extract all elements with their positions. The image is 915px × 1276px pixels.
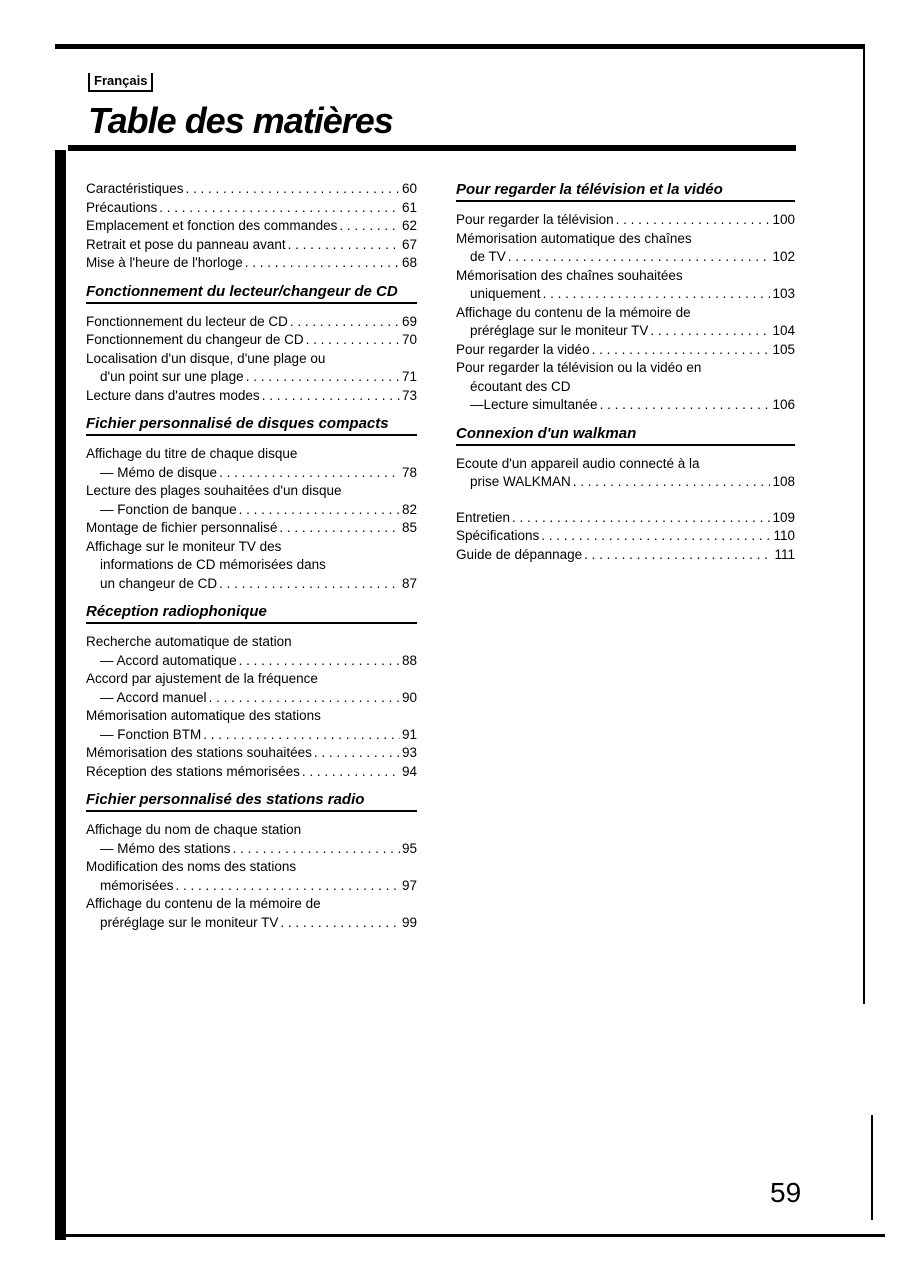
- toc-entry-label: Pour regarder la vidéo: [456, 341, 590, 357]
- toc-entry[interactable]: [86, 895, 417, 932]
- toc-entry-page: 99: [401, 914, 417, 930]
- toc-entry-line: Localisation d'un disque, d'une plage ou: [86, 350, 326, 366]
- leader-dots: [616, 211, 771, 230]
- leader-dots: [508, 248, 771, 267]
- toc-entry-label: — Mémo des stations: [100, 840, 231, 856]
- toc-entry-line: Affichage du contenu de la mémoire de: [86, 896, 321, 911]
- spacer: [456, 492, 795, 509]
- toc-entry-page: 60: [401, 181, 417, 196]
- toc-entry-page: 102: [772, 249, 795, 264]
- toc-entry[interactable]: [456, 267, 795, 304]
- section-heading-tv: Pour regarder la télévision et la vidéo: [456, 180, 795, 202]
- toc-entry-label: de TV: [470, 249, 506, 264]
- leader-dots: [339, 217, 400, 236]
- toc-entry-page: 71: [401, 369, 417, 384]
- toc-entry-page: 78: [401, 464, 417, 480]
- toc-entry-page: 85: [401, 520, 417, 535]
- toc-entry-line: Lecture des plages souhaitées d'un disque: [86, 483, 342, 498]
- leader-dots: [541, 527, 771, 546]
- toc-entry-page: 108: [772, 474, 795, 489]
- toc-entry-line: Mémorisation automatique des stations: [86, 708, 321, 723]
- toc-entry[interactable]: [456, 455, 795, 492]
- toc-entry-label: Entretien: [456, 509, 511, 525]
- toc-entry-page: 97: [401, 877, 417, 893]
- leader-dots: [219, 464, 400, 483]
- bottom-rule: [55, 1234, 885, 1237]
- toc-entry-line: écoutant des CD: [470, 378, 571, 394]
- leader-dots: [288, 236, 400, 255]
- toc-entry-label: Pour regarder la télévision: [456, 212, 614, 227]
- toc-entry-label: préréglage sur le moniteur TV: [470, 323, 649, 338]
- toc-entry-line: informations de CD mémorisées dans: [100, 557, 326, 572]
- leader-dots: [592, 341, 771, 360]
- toc-entry-page: 105: [772, 341, 795, 357]
- toc-entry[interactable]: [456, 211, 795, 230]
- toc-entry-page: 100: [772, 212, 795, 227]
- toc-left-column: [86, 180, 417, 932]
- toc-entry-page: 87: [401, 575, 417, 591]
- toc-entry-label: Montage de fichier personnalisé: [86, 520, 278, 535]
- toc-entry-line: Affichage du titre de chaque disque: [86, 446, 298, 461]
- toc-entry[interactable]: [86, 331, 417, 350]
- toc-entry-page: 88: [401, 652, 417, 668]
- toc-entry-label: prise WALKMAN: [470, 474, 571, 489]
- leader-dots: [186, 180, 400, 199]
- leader-dots: [239, 501, 400, 520]
- leader-dots: [584, 546, 772, 565]
- toc-entry[interactable]: [86, 744, 417, 763]
- toc-entry-label: Mise à l'heure de l'horloge: [86, 255, 243, 270]
- leader-dots: [262, 387, 400, 406]
- toc-entry-page: 61: [401, 199, 417, 215]
- toc-entry-label: Spécifications: [456, 528, 540, 543]
- toc-entry-line: Affichage du contenu de la mémoire de: [456, 304, 691, 320]
- toc-entry[interactable]: [456, 546, 795, 565]
- top-rule: [55, 44, 865, 49]
- leader-dots: [302, 763, 400, 782]
- toc-entry[interactable]: [86, 350, 417, 387]
- toc-entry-page: 82: [401, 501, 417, 517]
- toc-entry-label: Caractéristiques: [86, 181, 184, 196]
- page-number: 59: [770, 1177, 802, 1208]
- leader-dots: [239, 652, 400, 671]
- toc-entry-label: mémorisées: [100, 877, 174, 893]
- toc-entry-page: 106: [772, 397, 795, 412]
- toc-entry-line: Pour regarder la télévision ou la vidéo en: [456, 360, 702, 375]
- toc-entry[interactable]: [86, 199, 417, 218]
- leader-dots: [246, 368, 400, 387]
- toc-entry[interactable]: [456, 230, 795, 267]
- toc-entry-line: Mémorisation des chaînes souhaitées: [456, 267, 683, 283]
- leader-dots: [203, 726, 400, 745]
- toc-entry[interactable]: [86, 313, 417, 332]
- toc-entry-label: Guide de dépannage: [456, 546, 583, 562]
- leader-dots: [245, 254, 400, 273]
- toc-entry-line: Mémorisation automatique des chaînes: [456, 230, 692, 246]
- toc-entry-page: 95: [401, 840, 417, 856]
- toc-entry-page: 91: [401, 726, 417, 742]
- toc-entry-page: 62: [401, 218, 417, 233]
- toc-entry[interactable]: [86, 858, 417, 895]
- language-tag: Français: [88, 73, 153, 92]
- toc-entry[interactable]: [86, 254, 417, 273]
- toc-entry-page: 94: [401, 763, 417, 779]
- toc-entry[interactable]: [86, 821, 417, 858]
- left-margin-bar: [55, 150, 66, 1240]
- section-heading-cd: Fonctionnement du lecteur/changeur de CD: [86, 282, 417, 304]
- toc-entry[interactable]: [86, 387, 417, 406]
- toc-entry-page: 68: [401, 255, 417, 270]
- toc-entry[interactable]: [86, 538, 417, 594]
- section-heading-walkman: Connexion d'un walkman: [456, 424, 795, 446]
- toc-entry-page: 110: [773, 528, 795, 543]
- toc-right-column: [456, 180, 795, 564]
- toc-entry-label: Précautions: [86, 199, 158, 215]
- toc-entry-label: — Accord automatique: [100, 652, 237, 668]
- leader-dots: [209, 689, 400, 708]
- toc-entry-page: 73: [401, 387, 417, 403]
- leader-dots: [314, 744, 400, 763]
- toc-entry-label: Réception des stations mémorisées: [86, 763, 300, 779]
- toc-entry[interactable]: [456, 304, 795, 341]
- toc-entry-label: Fonctionnement du changeur de CD: [86, 332, 304, 347]
- toc-entry-page: 93: [401, 745, 417, 760]
- toc-entry-label: Mémorisation des stations souhaitées: [86, 745, 312, 760]
- toc-entry-page: 111: [774, 546, 795, 562]
- toc-entry[interactable]: [86, 180, 417, 199]
- toc-entry-label: Fonctionnement du lecteur de CD: [86, 313, 288, 329]
- toc-entry[interactable]: [86, 763, 417, 782]
- toc-entry-line: Accord par ajustement de la fréquence: [86, 671, 318, 686]
- toc-entry[interactable]: [86, 445, 417, 482]
- leader-dots: [650, 322, 770, 341]
- toc-entry[interactable]: [86, 236, 417, 255]
- leader-dots: [219, 575, 400, 594]
- toc-entry-label: — Accord manuel: [100, 689, 207, 705]
- toc-entry-label: — Fonction de banque: [100, 501, 237, 517]
- toc-entry[interactable]: [86, 482, 417, 519]
- page-title: Table des matières: [88, 100, 393, 141]
- toc-entry-line: Modification des noms des stations: [86, 859, 297, 874]
- toc-entry-label: — Mémo de disque: [100, 464, 218, 480]
- toc-entry[interactable]: [456, 359, 795, 415]
- toc-entry-page: 90: [401, 689, 417, 705]
- toc-entry[interactable]: [86, 519, 417, 538]
- toc-entry[interactable]: [86, 707, 417, 744]
- toc-entry-page: 103: [772, 286, 795, 301]
- toc-entry-line: Affichage sur le moniteur TV des: [86, 538, 282, 554]
- toc-entry-page: 70: [401, 332, 417, 347]
- toc-entry-line: Ecoute d'un appareil audio connecté à la: [456, 455, 700, 471]
- toc-entry-label: uniquement: [470, 286, 541, 301]
- leader-dots: [176, 877, 400, 896]
- toc-entry-label: —Lecture simultanée: [470, 397, 598, 412]
- toc-entry[interactable]: [456, 527, 795, 546]
- leader-dots: [159, 199, 400, 218]
- right-frame-line: [863, 44, 865, 1004]
- toc-entry[interactable]: [86, 670, 417, 707]
- leader-dots: [233, 840, 400, 859]
- toc-entry-page: 109: [772, 509, 795, 525]
- leader-dots: [573, 473, 771, 492]
- section-heading-fichier-cd: Fichier personnalisé de disques compacts: [86, 414, 417, 436]
- leader-dots: [290, 313, 400, 332]
- toc-entry-page: 67: [401, 236, 417, 252]
- leader-dots: [543, 285, 771, 304]
- toc-entry-label: Lecture dans d'autres modes: [86, 387, 260, 403]
- leader-dots: [512, 509, 770, 528]
- toc-entry[interactable]: [86, 633, 417, 670]
- section-heading-fichier-radio: Fichier personnalisé des stations radio: [86, 790, 417, 812]
- title-rule: [68, 145, 796, 151]
- toc-entry-label: Retrait et pose du panneau avant: [86, 236, 286, 252]
- toc-entry-line: Affichage du nom de chaque station: [86, 822, 302, 837]
- toc-entry-label: — Fonction BTM: [100, 726, 202, 742]
- leader-dots: [306, 331, 400, 350]
- toc-entry-label: Emplacement et fonction des commandes: [86, 218, 338, 233]
- leader-dots: [280, 914, 400, 933]
- right-frame-line-lower: [871, 1115, 873, 1220]
- leader-dots: [600, 396, 771, 415]
- section-heading-radio: Réception radiophonique: [86, 602, 417, 624]
- toc-entry-line: Recherche automatique de station: [86, 634, 292, 649]
- leader-dots: [279, 519, 400, 538]
- toc-entry-label: un changeur de CD: [100, 575, 218, 591]
- toc-entry[interactable]: [456, 509, 795, 528]
- toc-entry-page: 104: [772, 323, 795, 338]
- toc-entry[interactable]: [456, 341, 795, 360]
- toc-entry-page: 69: [401, 313, 417, 329]
- toc-entry-label: d'un point sur une plage: [100, 369, 244, 384]
- toc-entry-label: préréglage sur le moniteur TV: [100, 914, 279, 930]
- toc-entry[interactable]: [86, 217, 417, 236]
